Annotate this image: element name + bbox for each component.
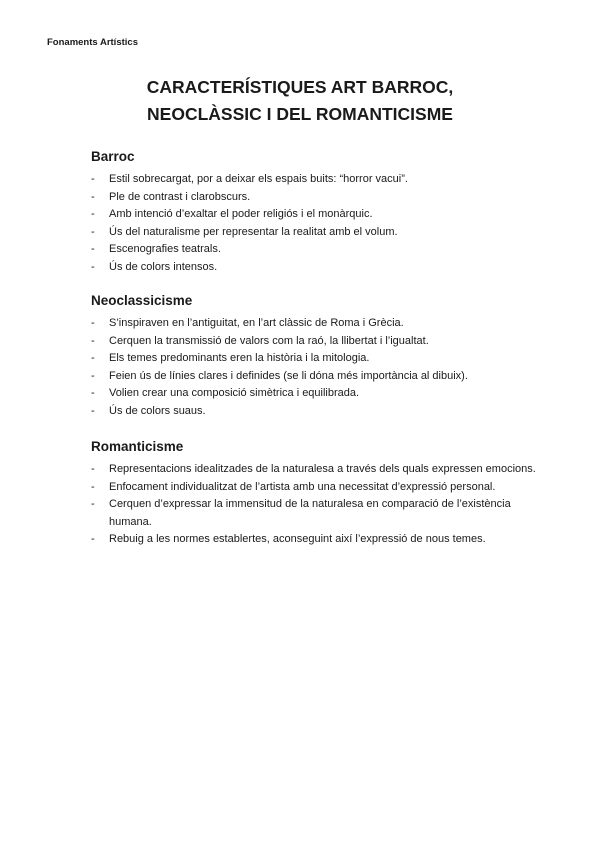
bullet-dash: -: [91, 260, 95, 273]
list-item-text: Enfocament individualitzat de l’artista amb una necessitat d’expressió personal.: [109, 480, 496, 493]
title-line-2: NEOCLÀSSIC I DEL ROMANTICISME: [147, 104, 453, 124]
bullet-list-neoclassicisme: [91, 315, 541, 421]
list-item-text: Ús del naturalisme per representar la realitat amb el volum.: [109, 225, 398, 238]
list-item-text: Representacions idealitzades de la naturalesa a través dels quals expressen emocions.: [109, 463, 536, 475]
bullet-list-romanticisme: [91, 461, 541, 549]
bullet-dash: -: [91, 533, 95, 546]
list-item: [91, 531, 541, 549]
bullet-list-barroc: [91, 171, 541, 277]
list-item: [91, 189, 541, 207]
bullet-dash: -: [91, 243, 95, 256]
bullet-dash: -: [91, 480, 95, 493]
list-item: [91, 241, 541, 259]
bullet-dash: -: [91, 369, 95, 382]
list-item: [91, 333, 541, 351]
bullet-dash: -: [91, 352, 95, 365]
section-barroc: [91, 149, 541, 277]
bullet-dash: -: [91, 404, 95, 417]
list-item: [91, 259, 541, 277]
list-item: [91, 368, 541, 386]
title-line-1: CARACTERÍSTIQUES ART BARROC,: [146, 77, 454, 97]
bullet-dash: -: [91, 498, 95, 511]
list-item-text: Cerquen la transmissió de valors com la raó, la llibertat i l’igualtat.: [109, 334, 429, 347]
list-item-text: S’inspiraven en l’antiguitat, en l’art clàssic de Roma i Grècia.: [109, 317, 404, 329]
list-item-text: Estil sobrecargat, por a deixar els espais buits: “horror vacui”.: [109, 173, 408, 185]
section-heading-neoclassicisme: Neoclassicisme: [91, 293, 193, 308]
list-item: [91, 403, 541, 421]
bullet-dash: -: [91, 225, 95, 238]
bullet-dash: -: [91, 317, 95, 329]
list-item: [91, 461, 541, 479]
bullet-dash: -: [91, 387, 95, 400]
list-item: [91, 206, 541, 224]
list-item-text: Amb intenció d’exaltar el poder religiós i el monàrquic.: [109, 208, 373, 221]
section-romanticisme: [91, 439, 541, 549]
section-heading-romanticisme: Romanticisme: [91, 439, 184, 454]
bullet-dash: -: [91, 463, 95, 475]
list-item: [91, 350, 541, 368]
section-heading-barroc: Barroc: [91, 149, 135, 164]
bullet-dash: -: [91, 334, 95, 347]
list-item: [91, 171, 541, 189]
list-item: [91, 224, 541, 242]
bullet-dash: -: [91, 173, 95, 185]
list-item-text: Feien ús de línies clares i definides (se li dóna més importància al dibuix).: [109, 369, 468, 382]
list-item-text: Cerquen d’expressar la immensitud de la naturalesa en comparació de l’existència humana.: [109, 498, 511, 528]
bullet-dash: -: [91, 208, 95, 221]
list-item: [91, 496, 541, 531]
section-neoclassicisme: [91, 293, 541, 421]
list-item-text: Ple de contrast i clarobscurs.: [109, 190, 251, 203]
list-item-text: Volien crear una composició simètrica i equilibrada.: [109, 387, 360, 400]
document-title: [60, 74, 540, 128]
list-item-text: Els temes predominants eren la història i la mitologia.: [109, 352, 370, 365]
list-item: [91, 315, 541, 333]
list-item-text: Ús de colors suaus.: [109, 404, 206, 417]
list-item: [91, 479, 541, 497]
header-label: Fonaments Artístics: [47, 37, 138, 48]
list-item-text: Escenografies teatrals.: [109, 243, 221, 256]
list-item-text: Rebuig a les normes establertes, aconseguint així l’expressió de nous temes.: [109, 533, 486, 546]
bullet-dash: -: [91, 190, 95, 203]
list-item-text: Ús de colors intensos.: [109, 260, 218, 273]
list-item: [91, 385, 541, 403]
